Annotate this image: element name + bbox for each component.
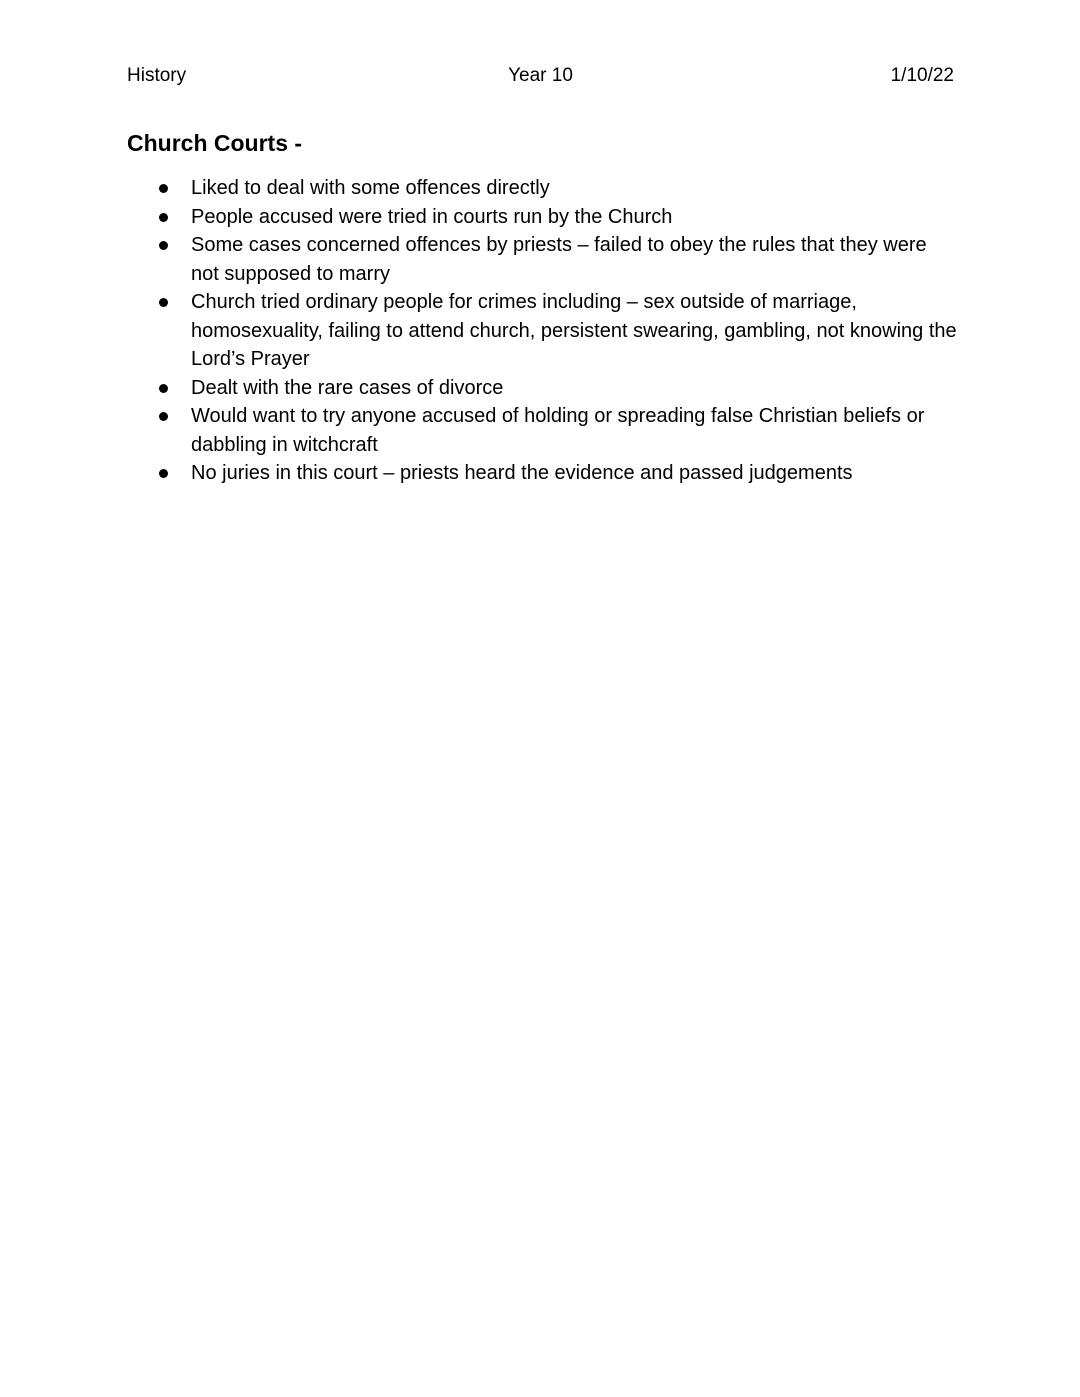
bullet-icon [159, 469, 168, 478]
bullet-icon [159, 241, 168, 250]
header-subject: History [127, 65, 187, 86]
bullet-icon [159, 184, 168, 193]
list-item [127, 288, 957, 374]
list-item [127, 402, 957, 459]
bullet-icon [159, 412, 168, 421]
list-item-text: Would want to try anyone accused of holding or spreading false Christian beliefs or dabbling in witchcraft [191, 405, 925, 456]
header-year: Year 10 [508, 65, 573, 86]
list-item [127, 231, 957, 288]
list-item-text: Some cases concerned offences by priests – failed to obey the rules that they were not supposed to marry [191, 234, 927, 285]
list-item-text: No juries in this court – priests heard the evidence and passed judgements [191, 462, 853, 484]
list-item-text: Liked to deal with some offences directly [191, 177, 550, 199]
list-item [127, 203, 957, 232]
list-item [127, 459, 957, 488]
list-item [127, 174, 957, 203]
list-item-text: Dealt with the rare cases of divorce [191, 376, 504, 399]
list-item [127, 374, 957, 403]
bullet-icon [159, 213, 168, 222]
section-title: Church Courts - [127, 130, 303, 156]
page-header [127, 62, 954, 90]
list-item-text: People accused were tried in courts run by the Church [191, 205, 673, 228]
bullet-icon [159, 384, 168, 393]
list-item-text: Church tried ordinary people for crimes including – sex outside of marriage, homosexuality, failing to attend church, persistent swearing, gambling, not knowing the Lord’s Prayer [191, 291, 957, 370]
bullet-icon [159, 298, 168, 307]
header-date: 1/10/22 [890, 65, 954, 86]
bullet-list [127, 174, 957, 488]
